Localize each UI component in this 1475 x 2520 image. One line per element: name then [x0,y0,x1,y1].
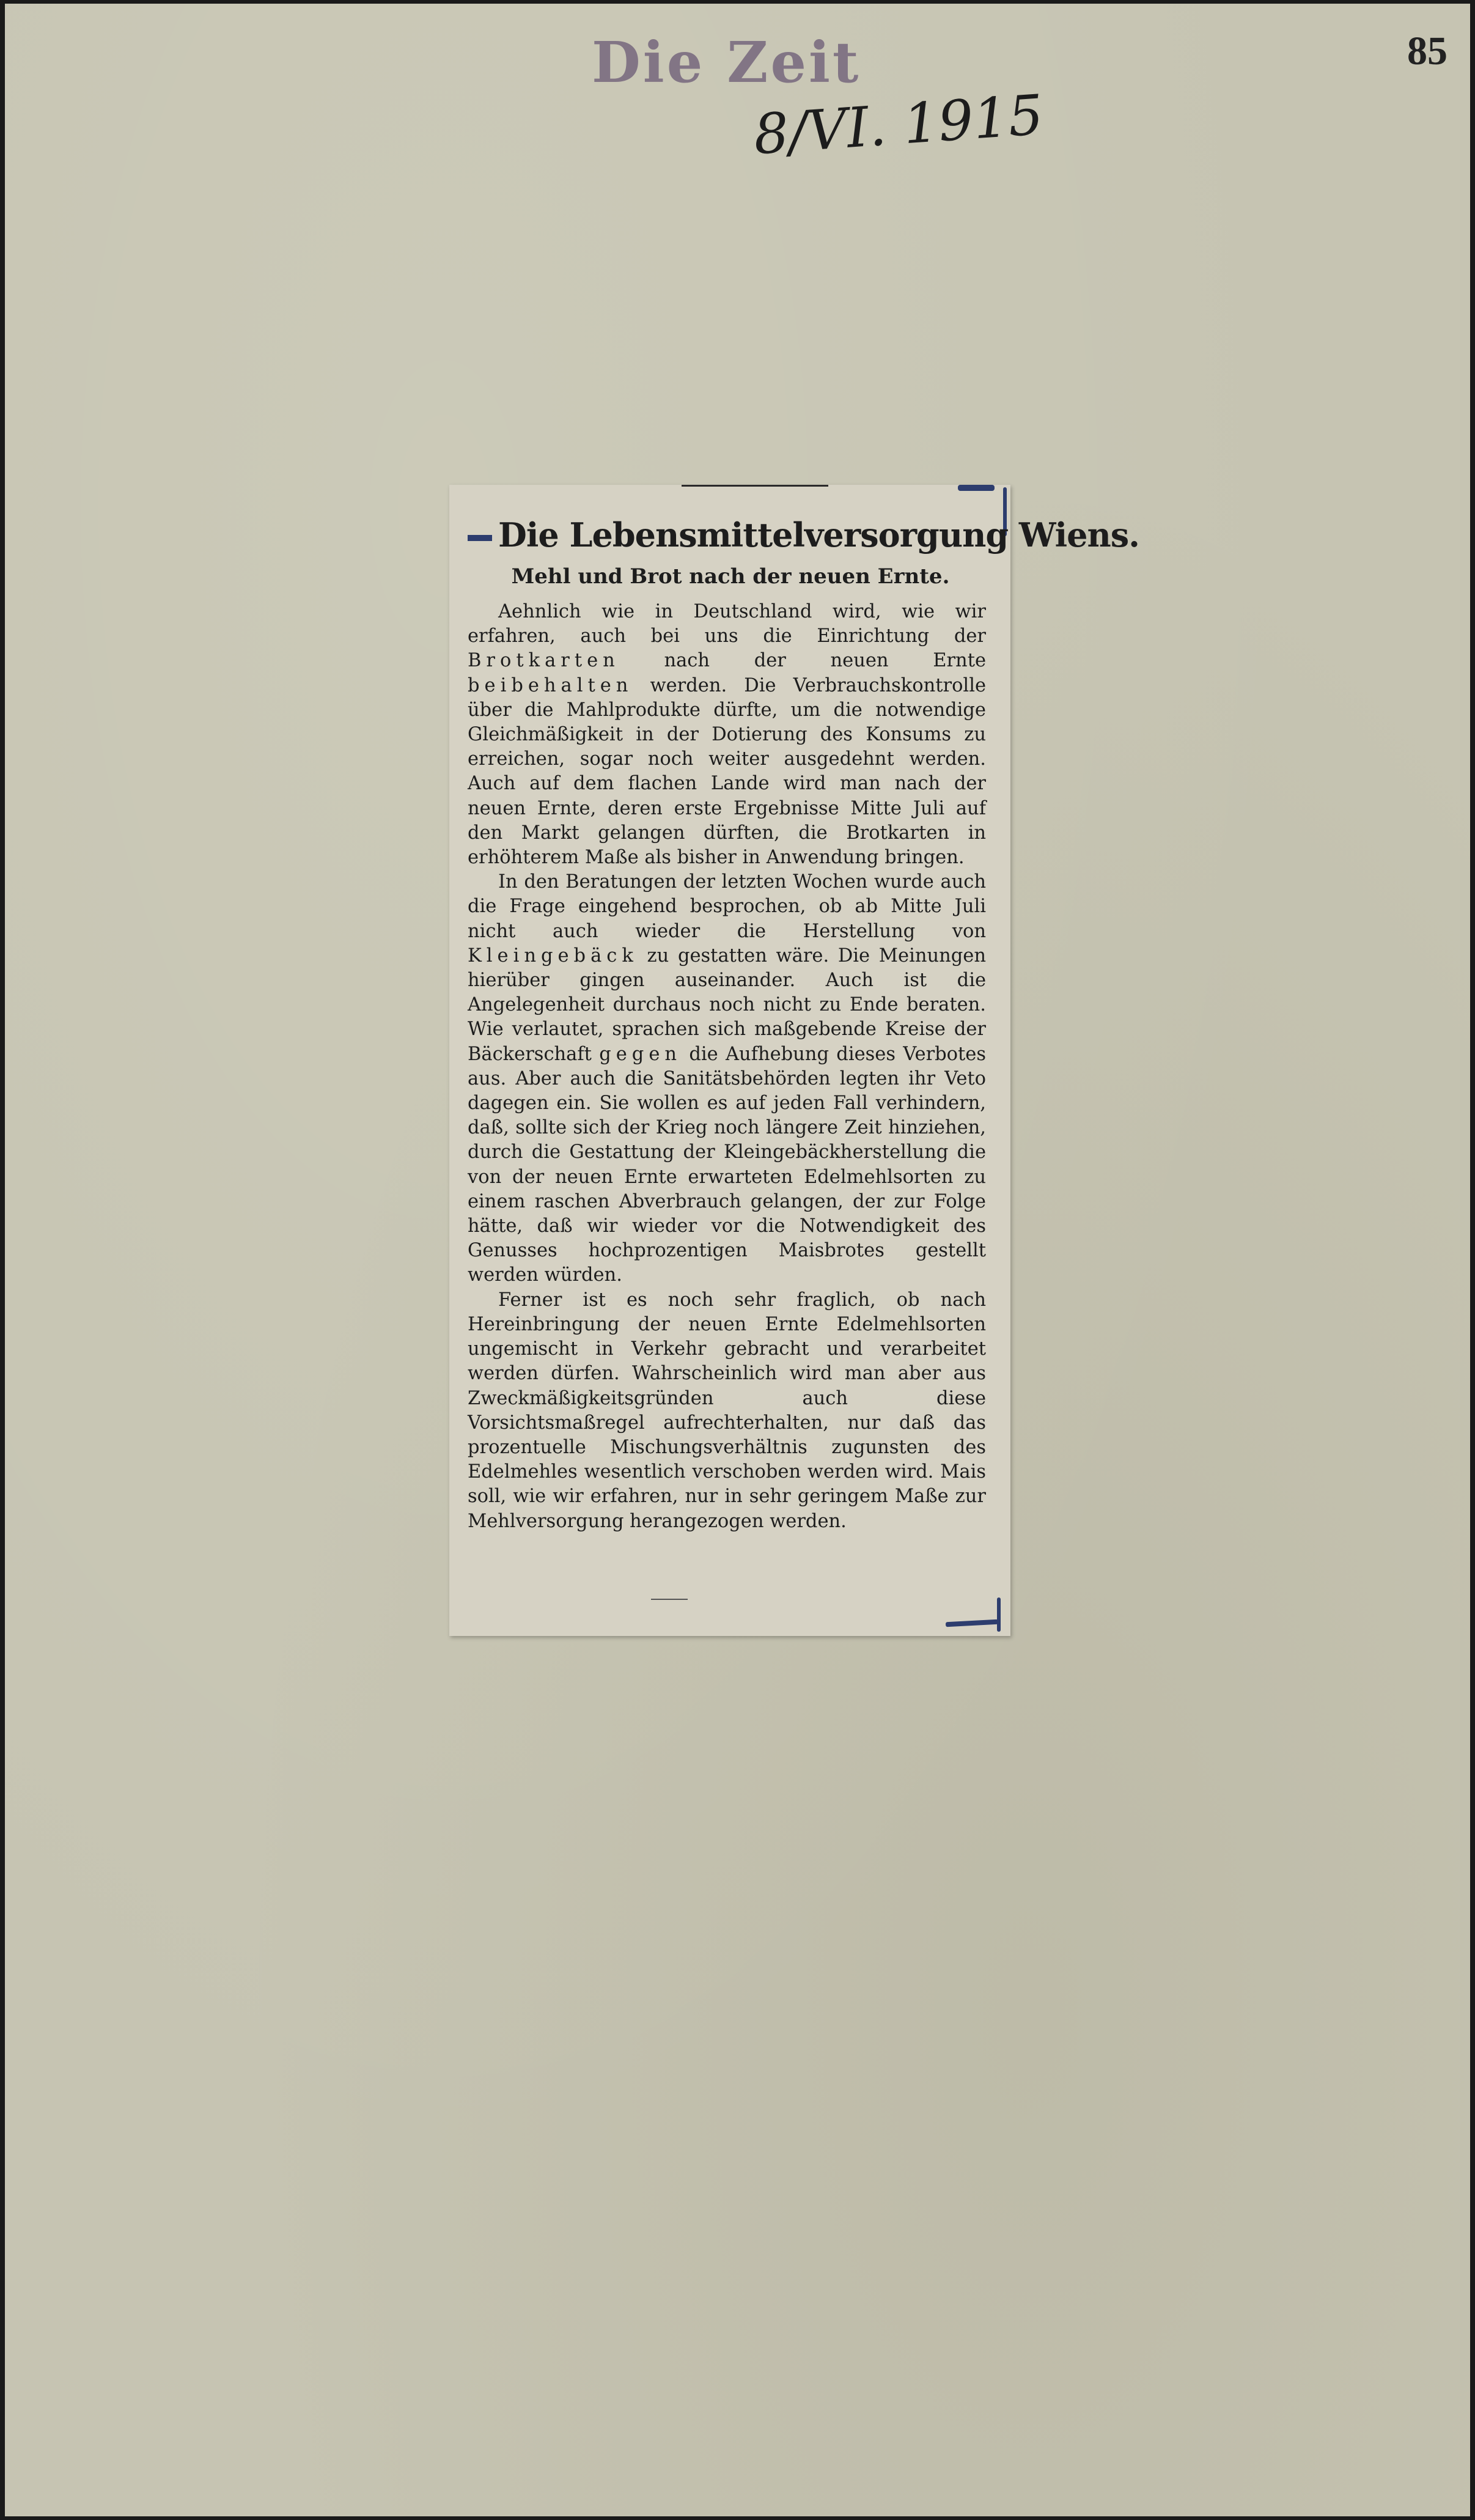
paragraph-3-text: Ferner ist es noch sehr fraglich, ob nach Hereinbringung der neuen Ernte Edelmehlsorten ungemischt in Verkehr gebracht und verarbeitet werden dürfen. Wahrscheinlich wird man aber aus Zweckmäßigkeitsgründen auch diese Vorsichtsmaßregel aufrechterhalten, nur daß das prozentuelle Mischungsverhältnis zugunsten des Edelmehles wesentlich verschoben werden wird. Mais soll, wie wir erfahren, nur in sehr geringem Maße zur Mehlversorgung herangezogen werden. [468,1289,986,1532]
article-body [468,600,986,1534]
newspaper-clipping [449,485,1139,1636]
paragraph-3 [468,1288,986,1534]
emphasis-kleingebaeck: Kleingebäck [468,945,638,967]
archive-sheet [5,4,1470,2516]
handwritten-date: 8/VI. 1915 [751,83,1046,168]
blue-pen-mark-icon [997,1597,1001,1632]
article-title [468,515,1139,558]
paragraph-1-text-c: werden. Die Verbrauchskontrolle über die Mahlprodukte dürfte, um die notwendige Gleichmäßigkeit in der Dotierung des Konsums zu erreichen, sogar noch weiter ausgedehnt werden. Auch auf dem flachen Lande wird man nach der neuen Ernte, deren erste Ergebnisse Mitte Juli auf den Markt gelangen dürften, die Brotkarten in erhöhterem Maße als bisher in Anwendung bringen. [468,674,986,869]
paragraph-1-text-a: Aehnlich wie in Deutschland wird, wie wir erfahren, auch bei uns die Einrichtung der [468,601,986,647]
blue-pen-mark-icon [946,1619,998,1627]
top-rule-divider [682,485,828,487]
article-subtitle: Mehl und Brot nach der neuen Ernte. [511,564,950,589]
emphasis-brotkarten: Brotkarten [468,650,620,672]
paragraph-1-text-b: nach der neuen Ernte [619,650,986,672]
blue-pen-dash-icon [468,535,492,541]
emphasis-gegen: gegen [599,1043,682,1065]
emphasis-beibehalten: beibehalten [468,674,633,696]
newspaper-stamp: Die Zeit [592,29,861,95]
paragraph-2-text-c: die Aufhebung dieses Verbotes aus. Aber auch die Sanitätsbehörden legten ihr Veto dagegen ein. Sie wollen es auf jeden Fall verhindern, daß, sollte sich der Krieg noch längere Zeit hinziehen, durch die Gestattung der Kleingebäckherstellung die von der neuen Ernte erwarteten Edelmehlsorten zu einem raschen Abverbrauch gelangen, der zur Folge hätte, daß wir wieder vor die Notwendigkeit des Genusses hochprozentigen Maisbrotes gestellt werden würden. [468,1043,986,1286]
paragraph-1 [468,600,986,870]
bottom-rule-divider [651,1599,688,1600]
blue-pen-mark-icon [958,485,995,491]
paragraph-2 [468,870,986,1288]
page-number: 85 [1407,29,1447,73]
paragraph-2-text-b: zu gestatten wäre. Die Meinungen hierüber gingen auseinander. Auch ist die Angelegenheit durchaus noch nicht zu Ende beraten. Wie verlautet, sprachen sich maßgebende Kreise der Bäckerschaft [468,945,986,1065]
article-title-text: Die Lebensmittelversorgung Wiens. [498,515,1139,554]
paragraph-2-text-a: In den Beratungen der letzten Wochen wurde auch die Frage eingehend besprochen, ob ab Mitte Juli nicht auch wieder die Herstellung von [468,871,986,942]
